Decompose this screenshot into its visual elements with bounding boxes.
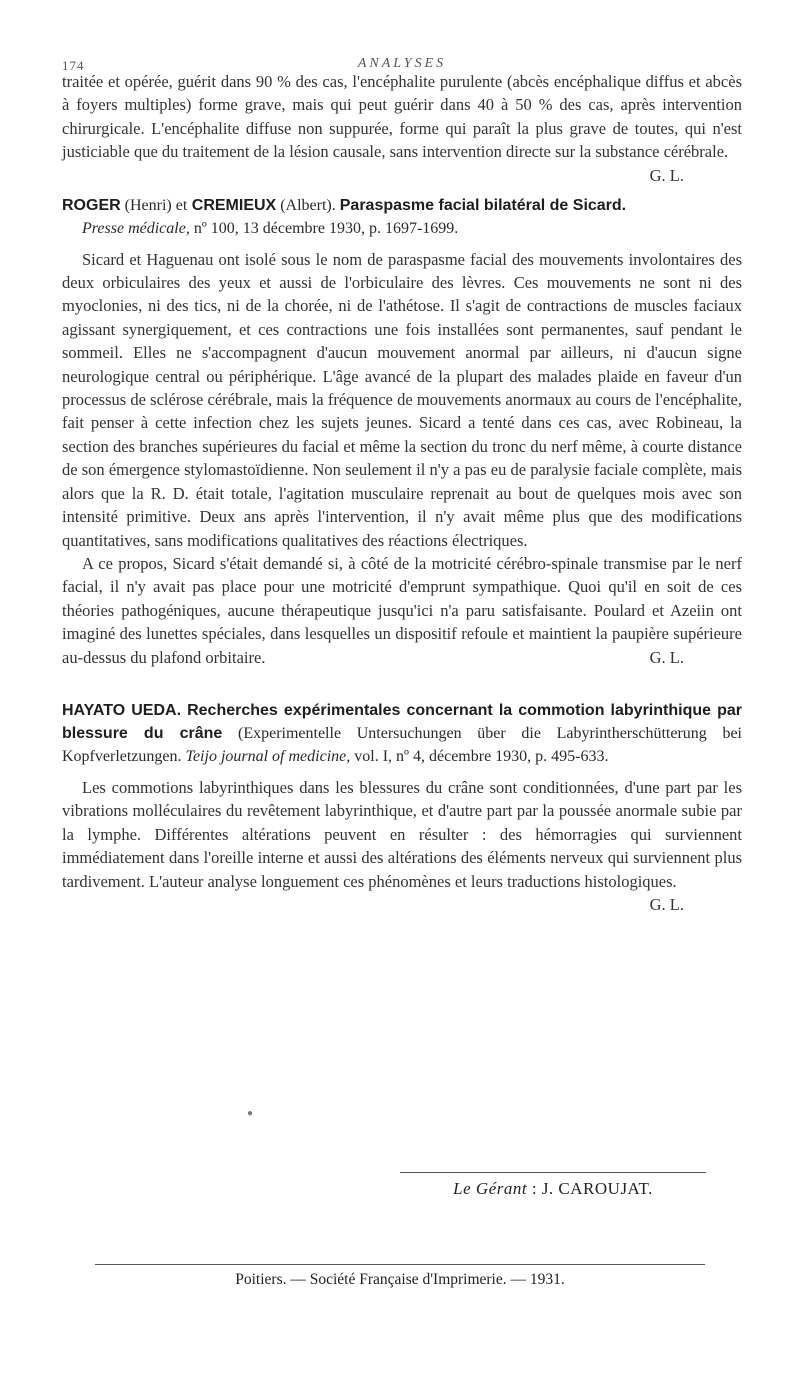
article-citation <box>62 699 742 768</box>
article-signature: G. L. <box>649 647 684 667</box>
journal-name: Presse médicale, <box>82 219 190 237</box>
author-primary: ROGER <box>62 196 121 214</box>
summary-text: Les commotions labyrinthiques dans les blessures du crâne sont conditionnées, d'une part par les vibrations molléculaires du revêtement labyrinthique, et d'autre part par la poussée anormale subie par la lymphe. Différentes altérations peuvent en résulter : des hémorragies qui surviennent immédiatement dans l'oreille interne et aussi des altérations des éléments nerveux qui surviennent plus tardivement. L'auteur analyse longuement ces phénomènes et leurs traductions histologiques. <box>62 777 742 891</box>
journal-details: vol. I, nº 4, décembre 1930, p. 495-633. <box>350 747 609 765</box>
article-summary <box>62 248 742 669</box>
article-title: Paraspasme facial bilatéral de Sicard. <box>339 196 627 214</box>
journal-reference <box>62 217 742 240</box>
page-header <box>62 40 742 73</box>
continuation-text: traitée et opérée, guérit dans 90 % des cas, l'encéphalite purulente (abcès encéphalique diffus et abcès à foyers multiples) forme grave, mais qui peut guérir dans 40 à 50 % des cas, après intervention chirurgicale. L'encéphalite diffuse non suppurée, forme qui paraît la plus grave de toutes, qui n'est justiciable que du traitement de la lésion causale, sans intervention directe sur la substance cérébrale. <box>62 72 742 162</box>
continuation-signature: G. L. <box>649 165 684 185</box>
decorative-asterisk: ● <box>247 1108 254 1119</box>
document-page <box>62 40 742 916</box>
continuation-paragraph <box>62 70 742 185</box>
gerant-line <box>400 1172 706 1199</box>
journal-details: nº 100, 13 décembre 1930, p. 1697-1699. <box>189 219 459 237</box>
summary-text: A ce propos, Sicard s'était demandé si, à côté de la motricité cérébro-spinale transmise par le nerf facial, il n'y avait pas place pour une motricité d'emprunt sympathique. Quoi qu'il en soit de ces théories pathogéniques, aucune thérapeutique jusqu'ici n'a paru satisfaisante. Poulard et Azeiin ont imaginé des lunettes spéciales, dans lesquelles un dispositif refoule et maintient la paupière supérieure au-dessus du plafond orbitaire. <box>62 553 742 667</box>
journal-name: Teijo journal of medicine, <box>185 747 351 765</box>
author-secondary: CREMIEUX <box>187 196 277 214</box>
summary-paragraph <box>62 776 742 914</box>
article-title: HAYATO UEDA. Recherches expérimentales concernant la commotion labyrinthique par blessure du crâne <box>62 701 742 742</box>
summary-paragraph <box>62 552 742 669</box>
article-roger-cremieux <box>62 194 742 669</box>
author-joiner: et <box>175 196 188 214</box>
article-summary <box>62 776 742 914</box>
author-secondary-firstname: (Albert). <box>276 196 340 214</box>
article-hayato-ueda <box>62 699 742 914</box>
summary-paragraph: Sicard et Haguenau ont isolé sous le nom de paraspasme facial des mouvements involontaires des deux orbiculaires des yeux et aussi de l'orbiculaire des lèvres. Ces mouvements ne sont ni des myoclonies, ni des tics, ni de la chorée, ni de l'athétose. Il s'agit de contractions de muscles faciaux agissant synergiquement, et ces contractions une fois installées sont permanentes, sauf pendant le sommeil. Elles ne s'accompagnent d'aucun mouvement anormal par ailleurs, ni d'aucun signe neurologique central ou périphérique. L'âge avancé de la plupart des malades plaide en faveur d'un processus de sclérose cérébrale, mais la fréquence de mouvements anormaux au cours de l'encéphalite, fait penser à cette infection chez les sujets jeunes. Sicard a tenté dans ces cas, avec Robineau, la section des branches supérieures du facial et même la section du tronc du nerf même, à courte distance de son émergence stylomastoïdienne. Non seulement il n'y a pas eu de paralysie faciale complète, mais alors que la R. D. était totale, l'agitation musculaire reprenait au bout de quelques mois avec son intensité primitive. Deux ans après l'intervention, il n'y avait même plus que des modifications quantitatives, sans modifications qualitatives des réactions électriques. <box>62 249 742 550</box>
gerant-name: : J. CAROUJAT. <box>527 1179 653 1198</box>
article-subtitle: (Experimentelle Untersuchungen über die Labyrintherschütterung bei Kopfverletzungen. <box>62 724 742 765</box>
article-citation <box>62 194 742 217</box>
printer-imprint: Poitiers. — Société Française d'Imprimerie. — 1931. <box>95 1264 705 1289</box>
gerant-label: Le Gérant <box>453 1179 528 1198</box>
running-title: ANALYSES <box>357 56 447 71</box>
article-signature: G. L. <box>649 894 684 914</box>
page-number: 174 <box>62 58 85 73</box>
author-firstname: (Henri) <box>120 196 176 214</box>
